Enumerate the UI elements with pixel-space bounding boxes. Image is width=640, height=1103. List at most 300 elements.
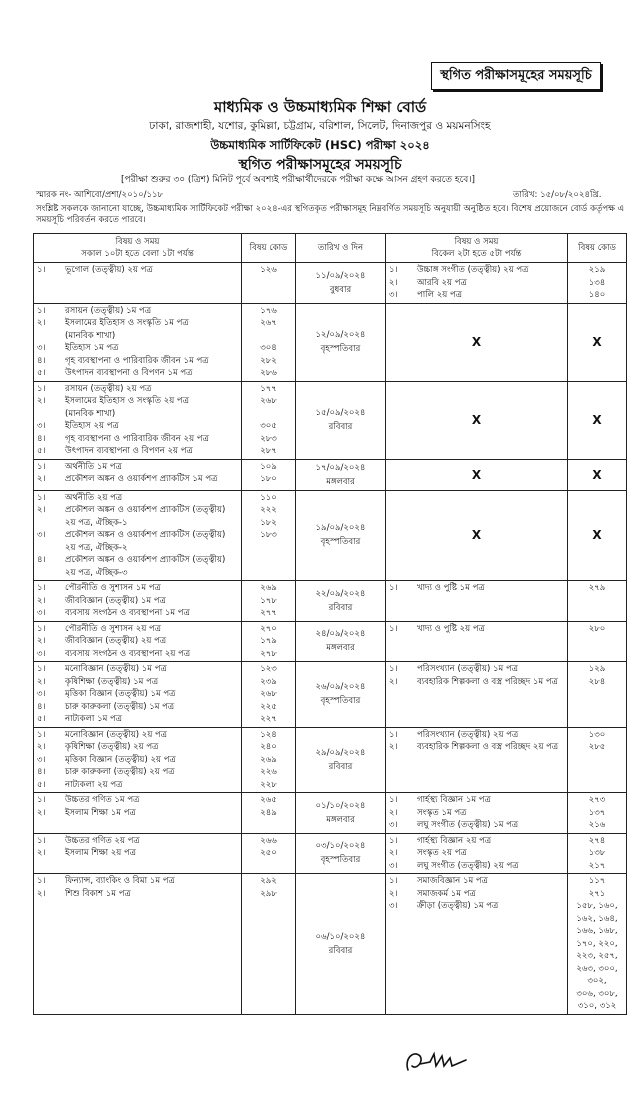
item-number: ২। xyxy=(37,888,46,899)
item-subject: গার্হস্থ্য বিজ্ঞান ১ম পত্র xyxy=(417,795,491,805)
intro-text: সংশ্লিষ্ট সকলকে জানানো যাচ্ছে, উচ্চমাধ্যমিক সার্টিফিকেট পরীক্ষা ২০২৪-এর স্থগিতকৃত পরীক্ষাসমূহ নিম্নবর্ণিত সময়সূচি অনুযায়ী অনুষ্ঠিত হবে। বিশেষ প্রয়োজনে বোর্ড কর্তৃপক্ষ এ সময়সূচি পরিবর্তন করতে পারবে। xyxy=(36,204,625,225)
item-number: ১। xyxy=(389,876,398,886)
subject-code: ২৭৪ xyxy=(588,835,606,846)
item-subject: ব্যবসায় সংগঠন ও ব্যবস্থাপনা ২য় পত্র xyxy=(65,648,191,659)
morning-subjects-item xyxy=(37,663,238,676)
subject-code: ২৭৩ xyxy=(588,795,606,805)
board-name: মাধ্যমিক ও উচ্চমাধ্যমিক শিক্ষা বোর্ড xyxy=(213,98,427,116)
item-number xyxy=(37,330,65,343)
morning-subjects-item xyxy=(37,473,238,486)
morning-subjects-cell xyxy=(34,459,242,490)
item-number: ৫। xyxy=(37,714,46,724)
item-number: ৪। xyxy=(37,555,46,565)
subject-code: ২৬৭ xyxy=(260,318,277,328)
subject-code: ২৬৮ xyxy=(260,689,277,699)
item-number: ৫। xyxy=(37,779,46,790)
afternoon-subjects-item xyxy=(389,835,564,848)
item-number: ১। xyxy=(37,461,46,472)
date-cell xyxy=(296,874,386,1015)
morning-subjects-cell xyxy=(34,793,242,834)
date-cell xyxy=(296,459,386,490)
item-subject: (মানবিক শাখা) xyxy=(65,408,116,419)
morning-codes-cell xyxy=(242,727,296,793)
afternoon-subjects-item xyxy=(389,888,564,901)
afternoon-subjects-item xyxy=(389,860,564,873)
subject-code: ১৪০ xyxy=(588,290,606,300)
item-subject: পৌরনীতি ও সুশাসন ২য় পত্র xyxy=(65,623,162,634)
morning-codes-cell xyxy=(242,662,296,728)
item-subject: গৃহ ব্যবস্থাপনা ও পারিবারিক জীবন ২য় পত্র xyxy=(65,433,209,444)
item-subject: জীববিজ্ঞান (তত্ত্বীয়) ২য় পত্র xyxy=(65,636,167,646)
no-exam-mark: X xyxy=(471,467,482,482)
exam-day: রবিবার xyxy=(328,602,353,613)
morning-codes-cell xyxy=(242,263,296,304)
no-exam-mark: X xyxy=(592,467,602,482)
morning-subjects-item xyxy=(37,701,238,714)
exam-name: উচ্চমাধ্যমিক সার্টিফিকেট (HSC) পরীক্ষা ২০২৪ xyxy=(210,138,430,152)
item-subject: অর্থনীতি ২য় পত্র xyxy=(65,492,123,503)
item-number: ৩। xyxy=(37,754,46,765)
item-number: ৩। xyxy=(37,608,46,618)
morning-subjects-item xyxy=(37,847,238,860)
item-subject: সংস্কৃত ১ম পত্র xyxy=(417,807,467,818)
subject-code: ২৮৪ xyxy=(588,676,606,687)
date-cell xyxy=(296,490,386,581)
item-subject: ইসলাম শিক্ষা ১ম পত্র xyxy=(65,807,136,818)
item-subject: সংস্কৃত ২য় পত্র xyxy=(417,848,467,858)
item-subject: রসায়ন (তত্ত্বীয়) ১ম পত্র xyxy=(65,305,152,316)
signature xyxy=(400,1040,470,1080)
table-header-row xyxy=(34,234,627,263)
item-subject: পালি ২য় পত্র xyxy=(417,290,462,300)
subject-code: ১৬৬, ১৬৮, xyxy=(576,926,618,936)
item-number: ২। xyxy=(389,807,398,818)
subject-code: ২৯৮ xyxy=(260,888,277,899)
item-subject: লঘু সংগীত (তত্ত্বীয়) ২য় পত্র xyxy=(417,860,519,871)
date-cell xyxy=(296,303,386,381)
no-exam-mark: X xyxy=(471,335,482,349)
table-row xyxy=(34,727,627,793)
subject-code: ৩০৪ xyxy=(260,343,277,353)
item-number: ২। xyxy=(389,742,398,752)
item-subject: চারু কারুকলা (তত্ত্বীয়) ১ম পত্র xyxy=(65,701,175,712)
morning-subjects-item xyxy=(37,807,238,820)
item-number: ২। xyxy=(37,505,46,515)
item-subject: কৃষিশিক্ষা (তত্ত্বীয়) ১ম পত্র xyxy=(65,676,159,687)
afternoon-subjects-cell xyxy=(386,490,568,581)
item-number: ১। xyxy=(37,795,46,805)
subject-code: ২৭০ xyxy=(260,623,277,634)
morning-subjects-cell xyxy=(34,303,242,381)
morning-codes-cell xyxy=(242,381,296,459)
morning-subjects-item xyxy=(37,623,238,636)
exam-day: বৃহস্পতিবার xyxy=(320,344,361,354)
afternoon-codes-cell xyxy=(568,874,627,1015)
morning-subjects-item xyxy=(37,766,238,779)
subject-code: ১০৯ xyxy=(260,461,277,472)
subject-code: ১৭০, ২২০, xyxy=(576,938,618,949)
morning-subjects-item xyxy=(37,648,238,661)
item-subject: খাদ্য ও পুষ্টি ২য় পত্র xyxy=(417,623,485,634)
morning-subjects-cell xyxy=(34,381,242,459)
afternoon-subjects-item xyxy=(389,277,564,290)
title-box: স্থগিত পরীক্ষাসমূহের সময়সূচি xyxy=(431,62,601,90)
morning-subjects-item xyxy=(37,754,238,767)
afternoon-subjects-item xyxy=(389,623,564,636)
exam-date: ১৯/০৯/২০২৪ xyxy=(315,523,366,534)
subject-code: ১২৯ xyxy=(588,664,606,674)
subject-code: ১২৬ xyxy=(260,265,277,275)
morning-subjects-item xyxy=(37,367,238,380)
afternoon-codes-cell xyxy=(568,263,627,304)
no-exam-mark: X xyxy=(471,413,482,427)
subject-code: ১৮২ xyxy=(260,517,277,528)
exam-date: ২২/০৯/২০২৪ xyxy=(315,588,366,599)
morning-subjects-item xyxy=(37,794,238,807)
item-subject: উৎপাদন ব্যবস্থাপনা ও বিপণন ২য় পত্র xyxy=(65,446,193,456)
morning-subjects-cell xyxy=(34,581,242,622)
afternoon-subjects-item xyxy=(389,264,564,277)
subject-code: ২৬৯ xyxy=(260,583,277,593)
item-number: ২। xyxy=(37,595,46,606)
subject-code: ২৯২ xyxy=(260,876,277,886)
item-subject: মনোবিজ্ঞান (তত্ত্বীয়) ২য় পত্র xyxy=(65,729,168,740)
afternoon-subjects-item xyxy=(389,875,564,888)
afternoon-subjects-item xyxy=(389,807,564,820)
item-number: ৩। xyxy=(389,860,398,871)
afternoon-subjects-item xyxy=(389,900,564,913)
morning-subjects-item xyxy=(37,383,238,396)
item-number: ৪। xyxy=(37,433,46,444)
memo-number: স্মারক নং- আশিবো/প্রশা/২০১০/১১৮ xyxy=(36,190,164,200)
subject-code: ১২৩ xyxy=(260,664,277,674)
morning-codes-cell xyxy=(242,793,296,834)
subject-code: ২৫০ xyxy=(260,848,277,858)
subject-code: ২৮২ xyxy=(260,355,277,366)
item-number: ১। xyxy=(389,729,398,740)
subject-code: ২৪৯ xyxy=(260,807,277,818)
table-row xyxy=(34,459,627,490)
exam-day: মঙ্গলবার xyxy=(326,476,355,487)
afternoon-subjects-cell xyxy=(386,459,568,490)
no-exam-mark: X xyxy=(592,528,602,543)
item-subject: নাট্যকলা ১ম পত্র xyxy=(65,714,123,724)
item-subject: ইতিহাস ২য় পত্র xyxy=(65,421,119,431)
date-cell xyxy=(296,621,386,662)
morning-codes-cell xyxy=(242,581,296,622)
subject-code: ১৭৮ xyxy=(260,595,277,606)
subject-code: ২৭৭ xyxy=(260,608,277,618)
afternoon-codes-cell xyxy=(568,833,627,874)
subject-code: ১৭৯ xyxy=(260,636,277,646)
item-subject: সমাজবিজ্ঞান ১ম পত্র xyxy=(417,876,488,886)
subject-code: ২২২ xyxy=(260,505,277,515)
subject-code: ২৬৮ xyxy=(260,396,277,406)
item-number: ৩। xyxy=(37,343,46,353)
exam-date: ২৬/০৯/২০২৪ xyxy=(315,682,366,693)
item-subject: রসায়ন (তত্ত্বীয়) ২য় পত্র xyxy=(65,383,152,394)
item-number: ১। xyxy=(389,265,398,275)
afternoon-subjects-cell xyxy=(386,874,568,1015)
item-subject: ক্রীড়া (তত্ত্বীয়) ১ম পত্র xyxy=(417,901,499,911)
item-number: ৩। xyxy=(37,689,46,699)
col-code2-header: বিষয় কোড xyxy=(568,234,627,263)
exam-date: ০৩/১০/২০২৪ xyxy=(315,841,366,852)
item-subject: অর্থনীতি ১ম পত্র xyxy=(65,461,122,472)
morning-codes-cell xyxy=(242,459,296,490)
afternoon-codes-cell xyxy=(568,662,627,728)
morning-subjects-item xyxy=(37,582,238,595)
item-number: ১। xyxy=(389,835,398,846)
morning-subjects-item xyxy=(37,595,238,608)
afternoon-subjects-cell xyxy=(386,381,568,459)
item-number: ১। xyxy=(389,795,398,805)
item-number: ৪। xyxy=(37,701,46,712)
item-subject: মৃত্তিকা বিজ্ঞান (তত্ত্বীয়) ১ম পত্র xyxy=(65,689,176,699)
date-cell xyxy=(296,793,386,834)
item-number: ২। xyxy=(37,318,46,328)
schedule-title: স্থগিত পরীক্ষাসমূহের সময়সূচি xyxy=(238,157,402,173)
table-row xyxy=(34,303,627,381)
afternoon-codes-cell xyxy=(568,621,627,662)
col-code-header: বিষয় কোড xyxy=(242,234,296,263)
item-subject: গৃহ ব্যবস্থাপনা ও পারিবারিক জীবন ১ম পত্র xyxy=(65,355,209,366)
exam-note: [পরীক্ষা শুরুর ৩০ (ত্রিশ) মিনিট পূর্বে অবশ্যই পরীক্ষার্থীদেরকে পরীক্ষা কক্ষে আসন গ্রহণ করতে হবে।] xyxy=(121,175,475,185)
subject-code: ২৬৬ xyxy=(260,835,277,846)
date-cell xyxy=(296,381,386,459)
afternoon-subjects-cell xyxy=(386,833,568,874)
exam-date: ১২/০৯/২০২৪ xyxy=(315,330,366,340)
item-number: ৩। xyxy=(37,530,46,540)
subject-code: ২২৭ xyxy=(260,714,277,724)
item-number: ২। xyxy=(37,636,46,646)
item-subject: সমাজকর্ম ১ম পত্র xyxy=(417,888,476,899)
date-cell xyxy=(296,662,386,728)
morning-subjects-item xyxy=(37,835,238,848)
afternoon-subjects-item xyxy=(389,663,564,676)
item-number: ৩। xyxy=(37,648,46,659)
morning-codes-cell xyxy=(242,833,296,874)
subject-code: ১৩০ xyxy=(588,729,606,740)
item-subject: ইতিহাস ১ম পত্র xyxy=(65,343,119,353)
exam-date: ১৫/০৯/২০২৪ xyxy=(315,408,366,418)
no-exam-mark: X xyxy=(592,413,602,427)
subject-code: ২১৭ xyxy=(588,860,606,871)
item-number: ৩। xyxy=(389,901,398,911)
subject-code: ২২৬ xyxy=(260,767,277,777)
subject-code xyxy=(245,408,292,421)
item-number: ১। xyxy=(37,265,46,275)
morning-subjects-item xyxy=(37,741,238,754)
subject-code: ২৮৬ xyxy=(260,368,277,378)
item-number: ১। xyxy=(37,729,46,740)
morning-subjects-cell xyxy=(34,263,242,304)
item-subject: (মানবিক শাখা) xyxy=(65,330,116,341)
afternoon-subjects-item xyxy=(389,729,564,742)
morning-subjects-cell xyxy=(34,621,242,662)
item-subject: শিশু বিকাশ ১ম পত্র xyxy=(65,888,131,899)
item-subject: প্রকৌশল অঙ্কন ও ওয়ার্কশপ প্র্যাকটিস (তত্ত্বীয়) ২য় পত্র, ঐচ্ছিক-২ xyxy=(65,530,226,553)
item-subject: উচ্চতর গণিত ২য় পত্র xyxy=(65,835,140,846)
exam-date: ২৪/০৯/২০২৪ xyxy=(315,629,366,640)
subject-code: ২৮৭ xyxy=(260,446,277,456)
morning-subjects-item xyxy=(37,676,238,689)
afternoon-codes-cell xyxy=(568,381,627,459)
subject-code: ২৮০ xyxy=(588,623,606,634)
afternoon-subjects-item xyxy=(389,794,564,807)
morning-subjects-item xyxy=(37,779,238,792)
morning-subjects-item xyxy=(37,445,238,458)
morning-subjects-item xyxy=(37,554,238,579)
item-subject: উচ্চাঙ্গ সংগীত (তত্ত্বীয়) ২য় পত্র xyxy=(417,265,529,275)
subject-code: ৩০২, xyxy=(587,976,607,986)
item-subject: পরিসংখ্যান (তত্ত্বীয়) ১ম পত্র xyxy=(417,664,518,674)
afternoon-subjects-item xyxy=(389,847,564,860)
afternoon-subjects-item xyxy=(389,676,564,689)
afternoon-subjects-item xyxy=(389,289,564,302)
subject-code: ১২৪ xyxy=(260,729,277,740)
exam-day: রবিবার xyxy=(328,422,353,432)
item-number: ১। xyxy=(37,492,46,503)
morning-subjects-item xyxy=(37,504,238,529)
item-subject: ব্যবসায় সংগঠন ও ব্যবস্থাপনা ১ম পত্র xyxy=(65,608,190,618)
item-number: ১। xyxy=(37,835,46,846)
subject-code: ২৩৯ xyxy=(260,676,277,687)
subject-code: ৩১০, ৩১২ xyxy=(577,1001,617,1011)
subject-code: ১৮৩ xyxy=(260,530,277,540)
col-afternoon-header: বিষয় ও সময় বিকেল ২টা হতে ৫টা পর্যন্ত xyxy=(386,234,568,263)
afternoon-codes-cell xyxy=(568,793,627,834)
table-row xyxy=(34,490,627,581)
morning-subjects-item xyxy=(37,461,238,474)
item-subject: প্রকৌশল অঙ্কন ও ওয়ার্কশপ প্র্যাকটিস (তত্ত্বীয়) ২য় পত্র, ঐচ্ছিক-৩ xyxy=(65,555,226,578)
table-row xyxy=(34,833,627,874)
exam-date: ১৭/০৯/২০২৪ xyxy=(315,462,366,473)
morning-subjects-item xyxy=(37,342,238,355)
afternoon-codes-cell xyxy=(568,490,627,581)
subject-code: ২৭৯ xyxy=(588,583,606,593)
morning-codes-cell xyxy=(242,621,296,662)
morning-subjects-item xyxy=(37,420,238,433)
morning-subjects-item xyxy=(37,688,238,701)
morning-subjects-item xyxy=(37,317,238,330)
item-subject: ইসলামের ইতিহাস ও সংস্কৃতি ২য় পত্র xyxy=(65,396,189,406)
morning-subjects-item xyxy=(37,635,238,648)
morning-codes-cell xyxy=(242,490,296,581)
item-subject: ইসলাম শিক্ষা ২য় পত্র xyxy=(65,848,137,858)
exam-day: রবিবার xyxy=(328,945,353,956)
subject-code: ২৬৩, ৩০০, xyxy=(576,963,618,974)
no-exam-mark: X xyxy=(471,528,482,543)
item-number: ২। xyxy=(389,676,398,687)
item-subject: উচ্চতর গণিত ১ম পত্র xyxy=(65,795,140,805)
subject-code: ৩০৬, ৩০৮, xyxy=(576,988,618,999)
afternoon-subjects-cell xyxy=(386,662,568,728)
item-number: ৩। xyxy=(37,421,46,431)
morning-subjects-cell xyxy=(34,662,242,728)
subject-code: ৩০৫ xyxy=(260,421,277,431)
exam-day: বৃহস্পতিবার xyxy=(320,696,361,707)
morning-codes-cell xyxy=(242,874,296,1015)
subject-code: ২৬৫ xyxy=(260,795,277,805)
item-number: ২। xyxy=(37,396,46,406)
item-number: ১। xyxy=(37,583,46,593)
morning-subjects-item xyxy=(37,607,238,620)
item-subject: ইসলামের ইতিহাস ও সংস্কৃতি ১ম পত্র xyxy=(65,318,189,328)
item-subject: মৃত্তিকা বিজ্ঞান (তত্ত্বীয়) ২য় পত্র xyxy=(65,754,176,765)
morning-subjects-cell xyxy=(34,833,242,874)
item-subject: ফিন্যান্স, ব্যাংকিং ও বিমা ১ম পত্র xyxy=(65,876,175,886)
afternoon-subjects-cell xyxy=(386,263,568,304)
item-subject: পৌরনীতি ও সুশাসন ১ম পত্র xyxy=(65,583,161,593)
subject-code: ১৬২, ১৬৪, xyxy=(576,913,618,924)
table-row xyxy=(34,263,627,304)
exam-day: বুধবার xyxy=(329,284,352,295)
item-number xyxy=(37,408,65,421)
item-number: ২। xyxy=(389,277,398,288)
item-subject: প্রকৌশল অঙ্কন ও ওয়ার্কশপ প্র্যাকটিস ১ম পত্র xyxy=(65,474,218,484)
afternoon-subjects-cell xyxy=(386,793,568,834)
table-row xyxy=(34,581,627,622)
item-subject: পরিসংখ্যান (তত্ত্বীয়) ২য় পত্র xyxy=(417,729,519,740)
table-row xyxy=(34,621,627,662)
item-number: ২। xyxy=(37,742,46,752)
morning-subjects-item xyxy=(37,529,238,554)
exam-day: মঙ্গলবার xyxy=(326,814,355,825)
morning-subjects-item xyxy=(37,433,238,446)
subject-code: ২২৮ xyxy=(260,779,277,790)
item-number: ২। xyxy=(37,676,46,687)
item-subject: লঘু সংগীত (তত্ত্বীয়) ১ম পত্র xyxy=(417,820,519,830)
morning-subjects-cell xyxy=(34,874,242,1015)
item-number: ৩। xyxy=(389,820,398,830)
morning-subjects-item xyxy=(37,729,238,742)
date-cell xyxy=(296,833,386,874)
afternoon-subjects-cell xyxy=(386,621,568,662)
subject-code: ২৬৯ xyxy=(260,754,277,765)
exam-day: বৃহস্পতিবার xyxy=(320,855,361,866)
morning-subjects-item xyxy=(37,492,238,505)
morning-subjects-item xyxy=(37,888,238,901)
subject-code: ২১৬ xyxy=(588,820,606,830)
issue-date: তারিখ: ১৫/০৮/২০২৪খ্রি. xyxy=(513,190,602,200)
schedule-table xyxy=(33,233,627,1015)
item-number: ৫। xyxy=(37,368,46,378)
afternoon-codes-cell xyxy=(568,727,627,793)
item-subject: জীববিজ্ঞান (তত্ত্বীয়) ১ম পত্র xyxy=(65,595,166,606)
afternoon-codes-cell xyxy=(568,581,627,622)
morning-subjects-cell xyxy=(34,727,242,793)
subject-code: ১৭৬ xyxy=(260,305,277,316)
subject-code: ১৩৮ xyxy=(588,848,606,858)
afternoon-codes-cell xyxy=(568,459,627,490)
item-number: ২। xyxy=(37,474,46,484)
item-number: ৪। xyxy=(37,355,46,366)
item-number: ৩। xyxy=(389,290,398,300)
item-subject: চারু কারুকলা (তত্ত্বীয়) ২য় পত্র xyxy=(65,767,175,777)
item-number: ২। xyxy=(389,888,398,899)
date-cell xyxy=(296,581,386,622)
subject-code: ১৩৪ xyxy=(588,277,606,288)
table-row xyxy=(34,874,627,1015)
item-number: ১। xyxy=(37,305,46,316)
exam-day: মঙ্গলবার xyxy=(326,643,355,654)
table-row xyxy=(34,662,627,728)
afternoon-subjects-cell xyxy=(386,303,568,381)
afternoon-subjects-cell xyxy=(386,581,568,622)
subject-code: ১৩৭ xyxy=(588,807,606,818)
morning-subjects-item xyxy=(37,305,238,318)
